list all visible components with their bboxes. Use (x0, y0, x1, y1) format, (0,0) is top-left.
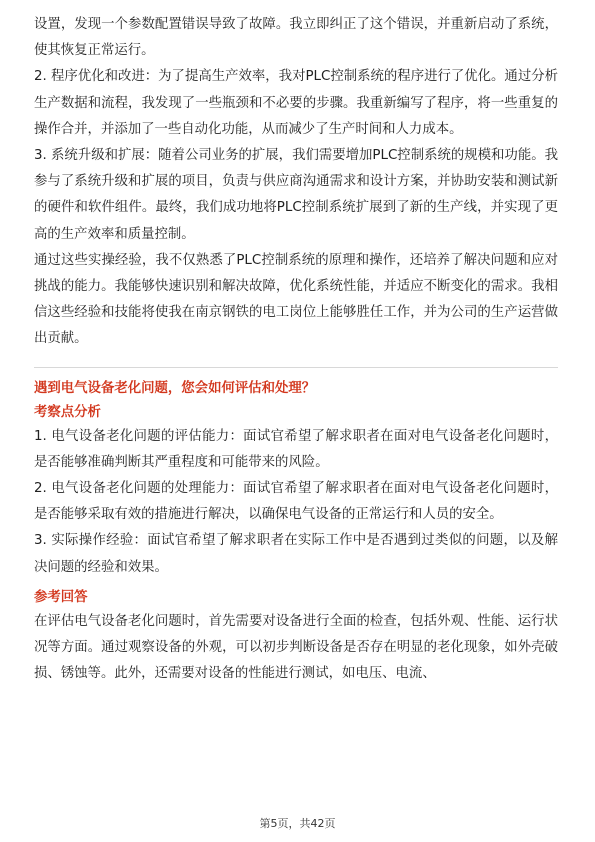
question-title: 遇到电气设备老化问题，您会如何评估和处理？ (34, 380, 316, 396)
page-number-footer: 第5页，共42页 (259, 817, 336, 830)
body-paragraph: 设置，发现一个参数配置错误导致了故障。我立即纠正了这个错误，并重新启动了系统，使其恢复正常运行。 (34, 17, 558, 59)
answer-heading: 参考回答 (34, 589, 88, 605)
section-divider (34, 367, 558, 368)
analysis-item: 1. 电气设备老化问题的评估能力：面试官希望了解求职者在面对电气设备老化问题时，是否能够准确判断其严重程度和可能带来的风险。 (34, 428, 558, 470)
analysis-item: 2. 电气设备老化问题的处理能力：面试官希望了解求职者在面对电气设备老化问题时，是否能够采取有效的措施进行解决，以确保电气设备的正常运行和人员的安全。 (34, 481, 558, 523)
body-paragraph: 通过这些实操经验，我不仅熟悉了PLC控制系统的原理和操作，还培养了解决问题和应对挑战的能力。我能够快速识别和解决故障，优化系统性能，并适应不断变化的需求。我相信这些经验和技能将使我在南京钢铁的电工岗位上能够胜任工作，并为公司的生产运营做出贡献。 (34, 252, 558, 347)
document-page (34, 12, 558, 687)
analysis-heading: 考察点分析 (34, 404, 101, 420)
answer-paragraph: 在评估电气设备老化问题时，首先需要对设备进行全面的检查，包括外观、性能、运行状况等方面。通过观察设备的外观，可以初步判断设备是否存在明显的老化现象，如外壳破损、锈蚀等。此外，还需要对设备的性能进行测试，如电压、电流、 (34, 613, 558, 682)
body-paragraph: 3. 系统升级和扩展：随着公司业务的扩展，我们需要增加PLC控制系统的规模和功能。我参与了系统升级和扩展的项目，负责与供应商沟通需求和设计方案，并协助安装和测试新的硬件和软件组件。最终，我们成功地将PLC控制系统扩展到了新的生产线，并实现了更高的生产效率和质量控制。 (34, 148, 558, 242)
analysis-item: 3. 实际操作经验：面试官希望了解求职者在实际工作中是否遇到过类似的问题，以及解决问题的经验和效果。 (34, 533, 558, 575)
body-paragraph: 2. 程序优化和改进：为了提高生产效率，我对PLC控制系统的程序进行了优化。通过分析生产数据和流程，我发现了一些瓶颈和不必要的步骤。我重新编写了程序，将一些重复的操作合并，并添加了一些自动化功能，从而减少了生产时间和人力成本。 (34, 69, 558, 137)
